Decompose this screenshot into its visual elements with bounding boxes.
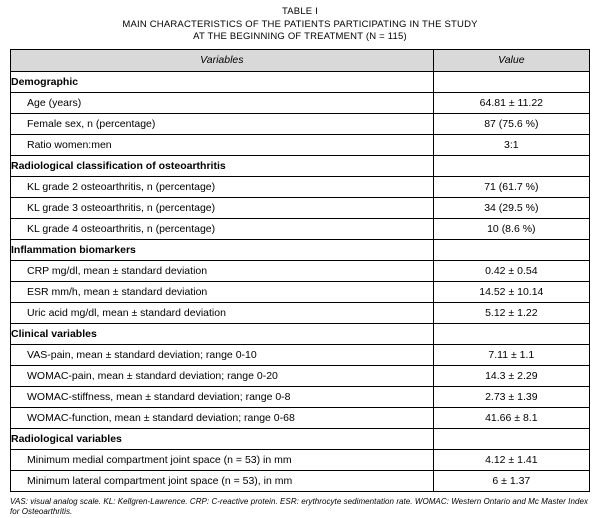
table-section-row bbox=[11, 428, 590, 449]
table-row bbox=[11, 260, 590, 281]
variable-label: Minimum medial compartment joint space (n = 53) in mm bbox=[11, 449, 434, 470]
table-number-label: TABLE I bbox=[281, 6, 319, 17]
variable-value: 14.3 ± 2.29 bbox=[433, 365, 589, 386]
table-row bbox=[11, 92, 590, 113]
variable-label: KL grade 4 osteoarthritis, n (percentage) bbox=[11, 218, 434, 239]
variable-label: Female sex, n (percentage) bbox=[11, 113, 434, 134]
variable-label: Minimum lateral compartment joint space (n = 53), in mm bbox=[11, 470, 434, 491]
variable-label: VAS-pain, mean ± standard deviation; range 0-10 bbox=[11, 344, 434, 365]
table-title-line-2: AT THE BEGINNING OF TREATMENT (N = 115) bbox=[193, 31, 407, 42]
table-title-line-1: MAIN CHARACTERISTICS OF THE PATIENTS PARTICIPATING IN THE STUDY bbox=[122, 18, 478, 30]
section-label: Inflammation biomarkers bbox=[11, 239, 434, 260]
section-label: Radiological classification of osteoarthritis bbox=[11, 155, 434, 176]
variable-label: ESR mm/h, mean ± standard deviation bbox=[11, 281, 434, 302]
table-row bbox=[11, 344, 590, 365]
table-row bbox=[11, 386, 590, 407]
section-value-empty bbox=[433, 155, 589, 176]
section-value-empty bbox=[433, 71, 589, 92]
table-row bbox=[11, 281, 590, 302]
table-row bbox=[11, 134, 590, 155]
section-label: Radiological variables bbox=[11, 428, 434, 449]
column-header-variables: Variables bbox=[11, 49, 434, 71]
variable-label: WOMAC-function, mean ± standard deviation; range 0-68 bbox=[11, 407, 434, 428]
variable-label: KL grade 3 osteoarthritis, n (percentage) bbox=[11, 197, 434, 218]
variable-label: WOMAC-pain, mean ± standard deviation; range 0-20 bbox=[11, 365, 434, 386]
variable-label: WOMAC-stiffness, mean ± standard deviation; range 0-8 bbox=[11, 386, 434, 407]
section-label: Clinical variables bbox=[11, 323, 434, 344]
variable-label: Uric acid mg/dl, mean ± standard deviation bbox=[11, 302, 434, 323]
variable-value: 87 (75.6 %) bbox=[433, 113, 589, 134]
table-row bbox=[11, 176, 590, 197]
section-value-empty bbox=[433, 428, 589, 449]
table-section-row bbox=[11, 239, 590, 260]
footnote-line-2: Western Ontario and Mc Master Index for Osteoarthritis. bbox=[10, 496, 588, 516]
variable-label: KL grade 2 osteoarthritis, n (percentage) bbox=[11, 176, 434, 197]
variable-value: 0.42 ± 0.54 bbox=[433, 260, 589, 281]
table-caption bbox=[10, 6, 590, 44]
table-row bbox=[11, 302, 590, 323]
variable-value: 14.52 ± 10.14 bbox=[433, 281, 589, 302]
table-row bbox=[11, 407, 590, 428]
table-body bbox=[11, 71, 590, 491]
section-label: Demographic bbox=[11, 71, 434, 92]
table-row bbox=[11, 365, 590, 386]
table-header-row bbox=[11, 49, 590, 71]
variable-value: 34 (29.5 %) bbox=[433, 197, 589, 218]
variable-value: 6 ± 1.37 bbox=[433, 470, 589, 491]
variable-value: 71 (61.7 %) bbox=[433, 176, 589, 197]
table-section-row bbox=[11, 155, 590, 176]
table-header bbox=[11, 49, 590, 71]
table-section-row bbox=[11, 323, 590, 344]
section-value-empty bbox=[433, 239, 589, 260]
variable-value: 3:1 bbox=[433, 134, 589, 155]
section-value-empty bbox=[433, 323, 589, 344]
variable-value: 64.81 ± 11.22 bbox=[433, 92, 589, 113]
characteristics-table bbox=[10, 49, 590, 492]
variable-value: 41.66 ± 8.1 bbox=[433, 407, 589, 428]
variable-value: 5.12 ± 1.22 bbox=[433, 302, 589, 323]
footnote-line-1: VAS: visual analog scale. KL: Kellgren-Lawrence. CRP: C-reactive protein. ESR: erythrocyte sedimentation rate. WOMAC: bbox=[10, 496, 449, 506]
variable-label: Age (years) bbox=[11, 92, 434, 113]
table-section-row bbox=[11, 71, 590, 92]
table-row bbox=[11, 470, 590, 491]
table-footnote bbox=[10, 497, 590, 518]
table-row bbox=[11, 218, 590, 239]
table-row bbox=[11, 449, 590, 470]
column-header-value: Value bbox=[433, 49, 589, 71]
table-row bbox=[11, 197, 590, 218]
variable-label: Ratio women:men bbox=[11, 134, 434, 155]
variable-value: 4.12 ± 1.41 bbox=[433, 449, 589, 470]
table-row bbox=[11, 113, 590, 134]
variable-value: 7.11 ± 1.1 bbox=[433, 344, 589, 365]
variable-value: 10 (8.6 %) bbox=[433, 218, 589, 239]
variable-label: CRP mg/dl, mean ± standard deviation bbox=[11, 260, 434, 281]
variable-value: 2.73 ± 1.39 bbox=[433, 386, 589, 407]
